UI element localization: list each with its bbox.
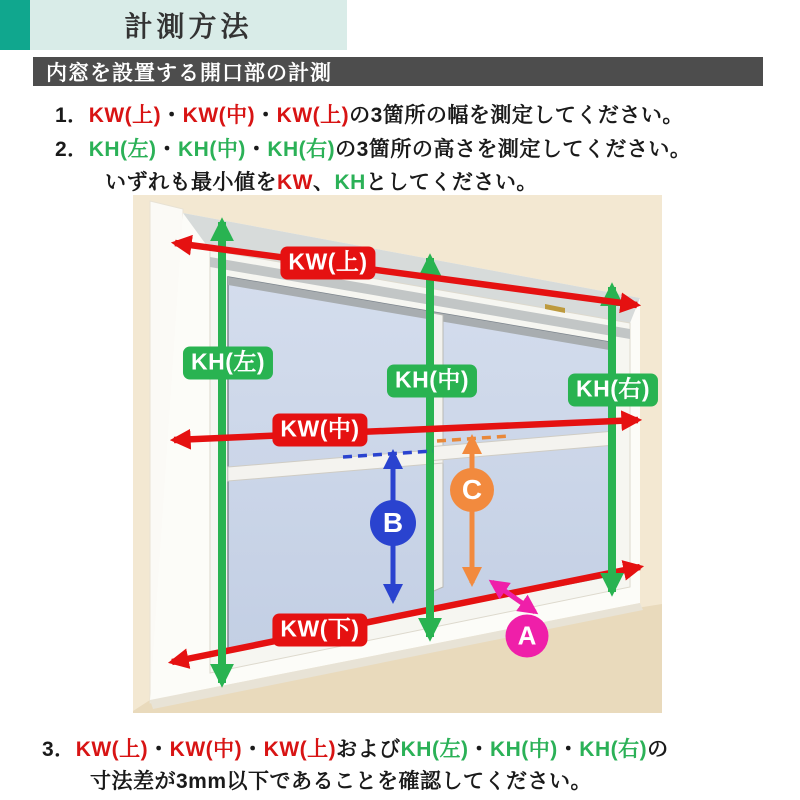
step-1 xyxy=(55,99,684,129)
step-3-line2 xyxy=(90,765,592,795)
step-2-text: の3箇所の高さを測定してください。 xyxy=(335,138,692,161)
page-title-bar xyxy=(30,0,347,50)
separator-comma: 、 xyxy=(313,171,335,194)
step-2-kh-left: KH(左) xyxy=(88,138,157,161)
step-3-post: の xyxy=(647,738,669,761)
separator-dot: ・ xyxy=(557,738,580,761)
bubble-c: C xyxy=(450,468,494,512)
step-3-kh-right: KH(右) xyxy=(579,738,648,761)
label-kh-mid: KH(中) xyxy=(387,365,477,398)
step-1-number: 1． xyxy=(55,104,89,127)
step-1-kw-top: KW(上) xyxy=(88,104,162,127)
step-3-number: 3． xyxy=(42,738,76,761)
label-kh-left: KH(左) xyxy=(183,347,273,380)
step-2-note-pre: いずれも最小値を xyxy=(105,171,277,194)
step-3-line2-text: 寸法差が3mm以下であることを確認してください。 xyxy=(90,770,593,793)
step-2-note-kw: KW xyxy=(277,171,313,194)
step-2-note-post: としてください。 xyxy=(365,171,538,194)
step-1-kw-mid: KW(中) xyxy=(182,104,256,127)
label-kh-right: KH(右) xyxy=(568,374,658,407)
step-2-number: 2． xyxy=(55,138,89,161)
separator-dot: ・ xyxy=(245,138,268,161)
page-title: 計測方法 xyxy=(124,11,253,42)
step-2-kh-right: KH(右) xyxy=(267,138,336,161)
step-3-kw-mid: KW(中) xyxy=(169,738,243,761)
step-3-and: および xyxy=(336,738,401,761)
separator-dot: ・ xyxy=(148,738,170,761)
step-1-kw-top2: KW(上) xyxy=(276,104,350,127)
section-title: 内窓を設置する開口部の計測 xyxy=(46,61,332,85)
window-photo xyxy=(133,195,662,713)
step-2 xyxy=(55,133,691,163)
separator-dot: ・ xyxy=(161,104,183,127)
bubble-b: B xyxy=(370,500,416,546)
step-3 xyxy=(42,733,669,763)
step-2-note xyxy=(105,166,538,196)
label-kw-mid: KW(中) xyxy=(272,414,367,447)
separator-dot: ・ xyxy=(255,104,277,127)
step-3-kw-top2: KW(上) xyxy=(263,738,337,761)
label-kw-bottom: KW(下) xyxy=(272,614,367,647)
section-title-bar xyxy=(33,57,763,86)
step-3-kh-left: KH(左) xyxy=(400,738,469,761)
separator-dot: ・ xyxy=(156,138,179,161)
bubble-a: A xyxy=(506,615,549,658)
label-kw-top: KW(上) xyxy=(280,247,375,280)
step-2-note-kh: KH xyxy=(334,171,366,194)
separator-dot: ・ xyxy=(242,738,264,761)
accent-square xyxy=(0,0,30,50)
step-1-text: の3箇所の幅を測定してください。 xyxy=(349,104,684,127)
step-2-kh-mid: KH(中) xyxy=(178,138,246,161)
step-3-kw-top: KW(上) xyxy=(75,738,149,761)
separator-dot: ・ xyxy=(468,738,490,761)
window-illustration xyxy=(133,195,662,713)
step-3-kh-mid: KH(中) xyxy=(489,738,558,761)
